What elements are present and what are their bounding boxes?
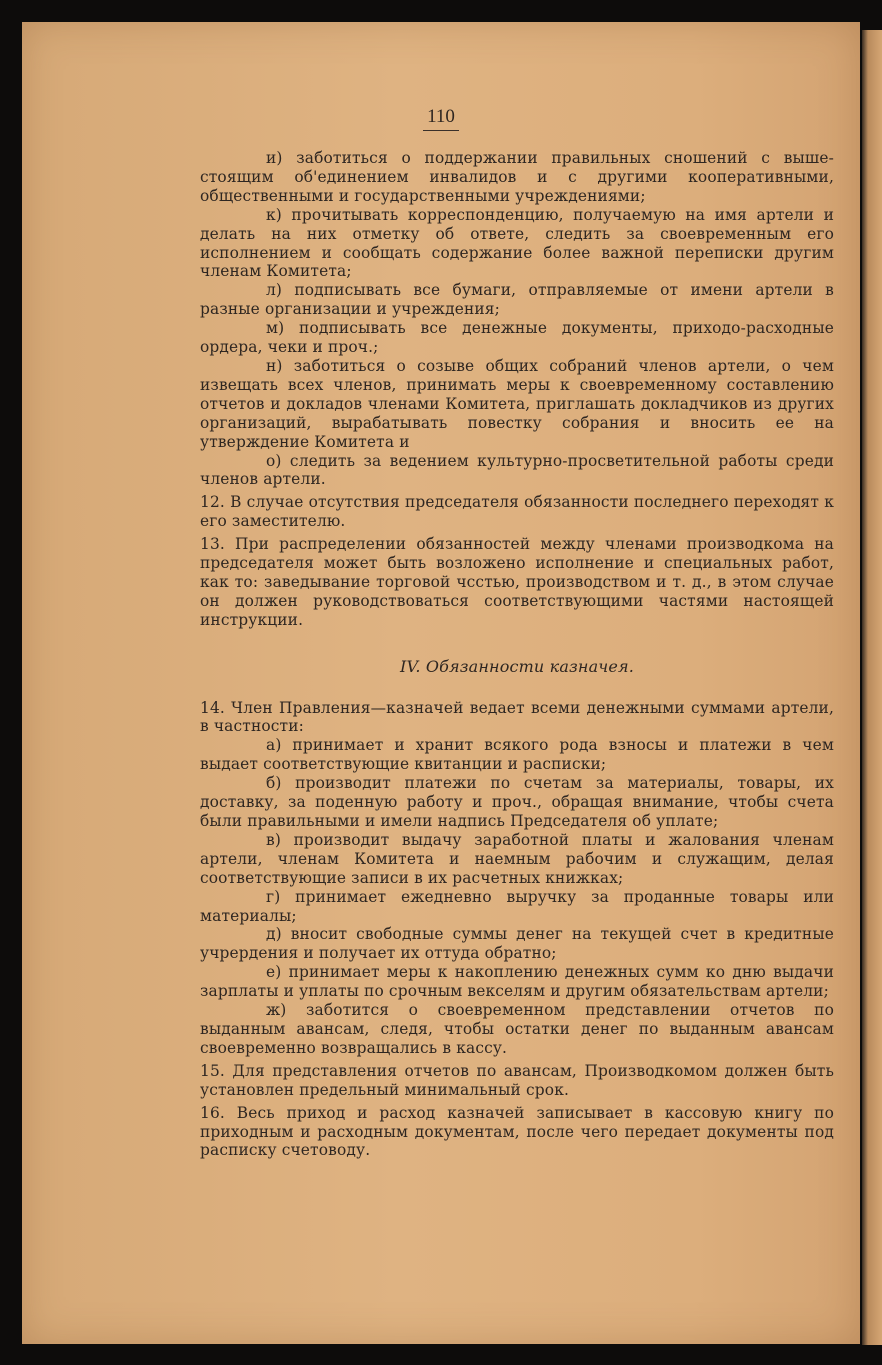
page-number: 110 (22, 106, 860, 131)
item-g: г) принимает ежедневно выручку за проданные товары или материалы; (200, 887, 834, 925)
paragraph-16: 16. Весь приход и расход казначей записывает в кассовую книгу по приходным и расходным документам, после чего передает документы под расписку счетоводу. (200, 1103, 834, 1160)
item-a: а) принимает и хранит всякого рода взносы и платежи в чем выдает соответствующие квитанции и расписки; (200, 736, 834, 774)
paragraph-14: 14. Член Правления—казначей ведает всеми денежными суммами артели, в частности: (200, 698, 834, 736)
item-b: б) производит платежи по счетам за материалы, товары, их доставку, за поденную работу и проч., обращая внимание, чтобы счета были правильными и имели надпись Председателя об уплате; (200, 774, 834, 830)
section-heading: IV. Обязанности казначея. (400, 656, 634, 676)
item-zh: ж) заботится о своевременном представлении отчетов по выданным авансам, следя, чтобы остатки денег по выданным авансам своевременно возвращались в кассу. (200, 1001, 834, 1057)
item-i: и) заботиться о поддержании правильных сношений с выше-стоящим об'единением инвалидов и с другими кооперативными, общественными и государственными учреждениями; (200, 149, 834, 205)
item-n: н) заботиться о созыве общих собраний членов артели, о чем извещать всех членов, принимать меры к своевременному составлению отчетов и докладов членами Комитета, приглашать докладчиков из других организаций, вырабатывать повестку собрания и вносить ее на утверждение Комитета и (200, 356, 834, 451)
paragraph-15: 15. Для представления отчетов по авансам, Производкомом должен быть установлен предельный минимальный срок. (200, 1061, 834, 1099)
item-v: в) производит выдачу заработной платы и жалования членам артели, членам Комитета и наемным рабочим и служащим, делая соответствующие записи в их расчетных книжках; (200, 830, 834, 887)
item-l: л) подписывать все бумаги, отправляемые от имени артели в разные организации и учреждения; (200, 281, 834, 319)
item-k: к) прочитывать корреспонденцию, получаемую на имя артели и делать на них отметку об ответе, следить за своевременным его исполнением и сообщать содержание более важной переписки другим членам Комитета; (200, 205, 834, 281)
paragraph-13: 13. При распределении обязанностей между членами производкома на председателя может быть возложено исполнение и специальных работ, как то: заведывание торговой чсстью, производством и т. д., в этом случае он должен руководствоваться соответствующими частями настоящей инструкции. (200, 535, 834, 629)
item-e: е) принимает меры к накоплению денежных сумм ко дню выдачи зарплаты и уплаты по срочным векселям и другим обязательствам артели; (200, 963, 834, 1001)
page-body (200, 149, 834, 1160)
adjacent-page-edge (862, 30, 882, 1345)
item-d: д) вносит свободные суммы денег на текущей счет в кредитные учрердения и получает их оттуда обратно; (200, 925, 834, 963)
paragraph-12: 12. В случае отсутствия председателя обязанности последнего переходят к его заместителю. (200, 493, 834, 531)
item-m: м) подписывать все денежные документы, приходо-расходные ордера, чеки и проч.; (200, 319, 834, 357)
item-o: о) следить за ведением культурно-просветительной работы среди членов артели. (200, 451, 834, 489)
document-page (22, 22, 860, 1344)
